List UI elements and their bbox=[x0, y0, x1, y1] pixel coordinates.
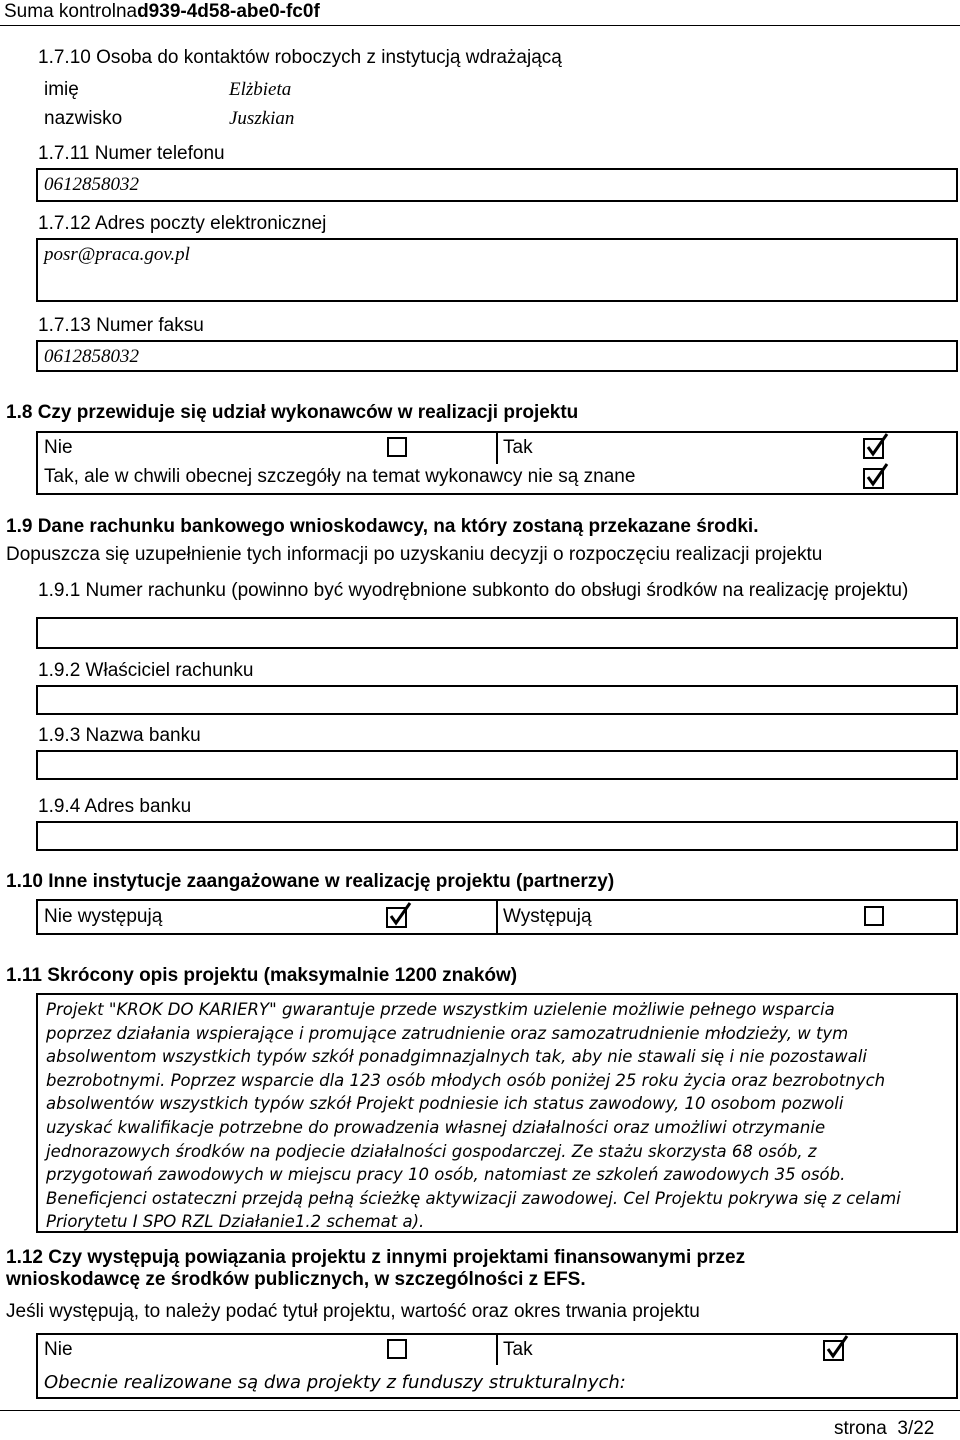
summary-field[interactable] bbox=[36, 993, 958, 1233]
contractors-yes-checkbox[interactable] bbox=[862, 432, 890, 460]
links-detail: Obecnie realizowane są dwa projekty z funduszy strukturalnych: bbox=[44, 1372, 626, 1393]
summary-text bbox=[46, 998, 956, 1234]
bank-address-field[interactable] bbox=[36, 821, 958, 851]
footer-divider bbox=[0, 1410, 960, 1411]
links-yes-checkbox[interactable] bbox=[822, 1334, 850, 1362]
fax-field[interactable] bbox=[36, 340, 958, 372]
partners-exist-label: Występują bbox=[503, 906, 592, 927]
contractors-divider bbox=[496, 431, 498, 464]
summary-line: przygotowań zawodowych w miejscu pracy 10 osób, natomiast ze szkoleń zawodowych 35 osób. bbox=[46, 1165, 846, 1185]
last-name-value: Juszkian bbox=[229, 108, 295, 129]
links-divider bbox=[496, 1333, 498, 1365]
account-label: 1.9.1 Numer rachunku (powinno być wyodrębnione subkonto do obsługi środków na realizację projektu) bbox=[38, 580, 909, 601]
last-name-label: nazwisko bbox=[44, 108, 123, 129]
links-title-line2: wnioskodawcę ze środków publicznych, w szczególności z EFS. bbox=[6, 1269, 586, 1290]
email-field[interactable] bbox=[36, 238, 958, 302]
contractors-no-label: Nie bbox=[44, 437, 73, 458]
contractors-yes-unknown-label: Tak, ale w chwili obecnej szczegóły na temat wykonawcy nie są znane bbox=[44, 466, 636, 487]
first-name-value: Elżbieta bbox=[229, 79, 292, 100]
summary-line: bezrobotnymi. Poprzez wsparcie dla 123 osób młodych osób poniżej 25 roku życia oraz bezrobotnych bbox=[46, 1070, 886, 1090]
links-no-label: Nie bbox=[44, 1339, 73, 1360]
links-note: Jeśli występują, to należy podać tytuł projektu, wartość oraz okres trwania projektu bbox=[6, 1301, 700, 1322]
contractors-yes-unknown-checkbox[interactable] bbox=[862, 462, 890, 490]
partners-none-checkbox[interactable] bbox=[385, 901, 413, 929]
links-no-checkbox[interactable] bbox=[387, 1339, 407, 1359]
links-title-line1: 1.12 Czy występują powiązania projektu z innymi projektami finansowanymi przez bbox=[6, 1247, 746, 1268]
contractors-no-checkbox[interactable] bbox=[387, 437, 407, 457]
phone-value: 0612858032 bbox=[44, 174, 139, 195]
contact-title: 1.7.10 Osoba do kontaktów roboczych z instytucją wdrażającą bbox=[38, 47, 562, 68]
summary-line: Priorytetu I SPO RZL Działanie1.2 schemat a). bbox=[46, 1212, 425, 1232]
fax-value: 0612858032 bbox=[44, 346, 139, 367]
bank-note: Dopuszcza się uzupełnienie tych informacji po uzyskaniu decyzji o rozpoczęciu realizacji projektu bbox=[6, 544, 823, 565]
summary-line: absolwentów wszystkich typów szkół Projekt podniesie ich status zawodowy, 10 osobom pozwoli bbox=[46, 1094, 844, 1114]
owner-label: 1.9.2 Właściciel rachunku bbox=[38, 660, 254, 681]
summary-line: uzyskać kwalifikacje potrzebne do prowadzenia własnej działalności oraz umożliwi otrzymanie bbox=[46, 1117, 826, 1137]
phone-field[interactable] bbox=[36, 168, 958, 202]
first-name-label: imię bbox=[44, 79, 79, 100]
summary-line: poprzez działania wspierające i promujące zatrudnienie oraz samozatrudnienie młodzieży, w tym bbox=[46, 1023, 849, 1043]
email-label: 1.7.12 Adres poczty elektronicznej bbox=[38, 213, 327, 234]
phone-label: 1.7.11 Numer telefonu bbox=[38, 143, 225, 164]
partners-title: 1.10 Inne instytucje zaangażowane w realizację projektu (partnerzy) bbox=[6, 871, 615, 892]
checksum-code: d939-4d58-abe0-fc0f bbox=[137, 1, 320, 22]
check-icon bbox=[862, 462, 890, 490]
contractors-title: 1.8 Czy przewiduje się udział wykonawców w realizacji projektu bbox=[6, 402, 579, 423]
partners-exist-checkbox[interactable] bbox=[864, 906, 884, 926]
check-icon bbox=[862, 432, 890, 460]
page-label: strona bbox=[834, 1418, 887, 1439]
partners-none-label: Nie występują bbox=[44, 906, 163, 927]
owner-field[interactable] bbox=[36, 685, 958, 715]
check-icon bbox=[385, 901, 413, 929]
summary-line: Beneficjenci ostateczni przejdą pełną ścieżkę aktywizacji zawodowej. Cel Projektu pokrywa się z celami bbox=[46, 1188, 901, 1208]
summary-line: jednorazowych środków na podjecie działalności gospodarczej. Ze stażu skorzysta 68 osób, z bbox=[46, 1141, 817, 1161]
bank-name-field[interactable] bbox=[36, 750, 958, 780]
bank-title: 1.9 Dane rachunku bankowego wnioskodawcy, na który zostaną przekazane środki. bbox=[6, 516, 759, 537]
contractors-yes-label: Tak bbox=[503, 437, 533, 458]
account-field[interactable] bbox=[36, 617, 958, 649]
checksum-header bbox=[0, 0, 960, 26]
bank-name-label: 1.9.3 Nazwa banku bbox=[38, 725, 201, 746]
partners-divider bbox=[496, 899, 498, 935]
summary-title: 1.11 Skrócony opis projektu (maksymalnie 1200 znaków) bbox=[6, 965, 518, 986]
check-icon bbox=[822, 1334, 850, 1362]
checksum-label: Suma kontrolna bbox=[4, 1, 138, 22]
page-number bbox=[834, 1418, 934, 1440]
summary-line: absolwentom wszystkich typów szkół ponadgimnazjalnych tak, aby nie stawali się i nie pozostawali bbox=[46, 1047, 867, 1067]
summary-line: Projekt "KROK DO KARIERY" gwarantuje przede wszystkim uzielenie możliwie pełnego wsparcia bbox=[46, 1000, 835, 1019]
email-value: posr@praca.gov.pl bbox=[44, 244, 190, 265]
bank-address-label: 1.9.4 Adres banku bbox=[38, 796, 192, 817]
page-value: 3/22 bbox=[897, 1418, 935, 1439]
fax-label: 1.7.13 Numer faksu bbox=[38, 315, 204, 336]
links-yes-label: Tak bbox=[503, 1339, 533, 1360]
